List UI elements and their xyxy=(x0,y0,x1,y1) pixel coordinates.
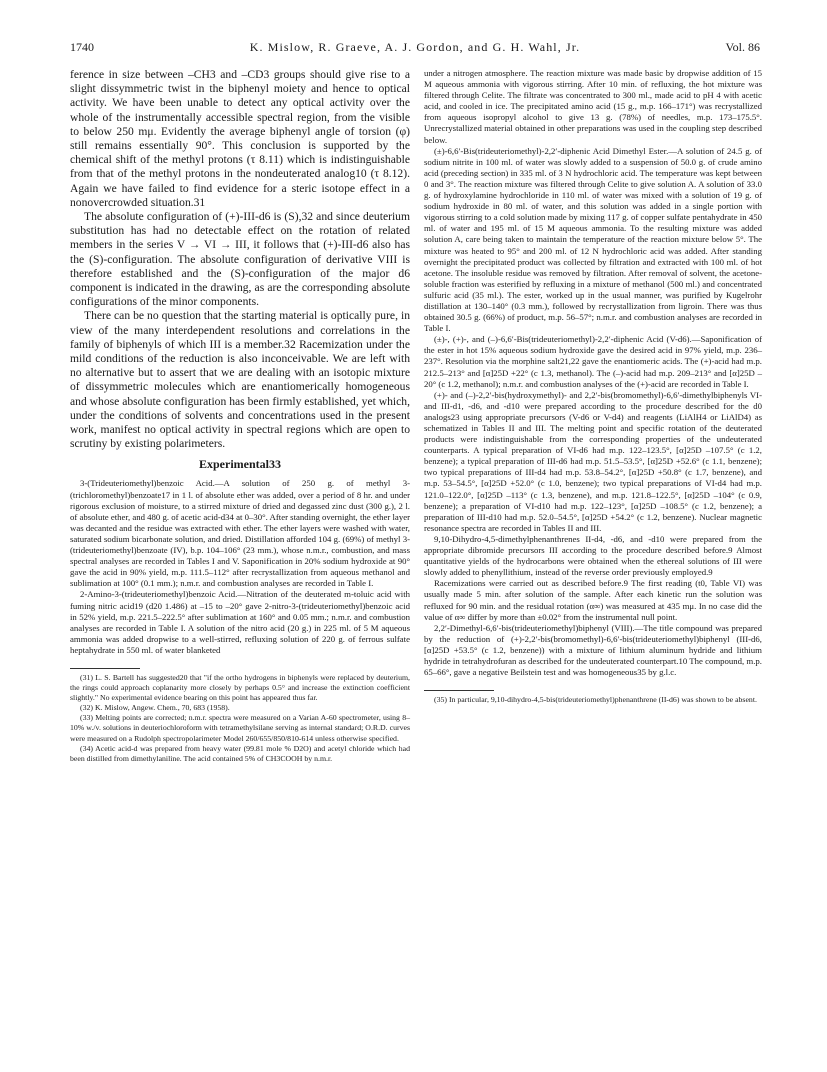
footnote: (34) Acetic acid-d was prepared from heavy water (99.81 mole % D2O) and acetyl chloride which had been distilled from dimethylaniline. The acid contained 5% of CH3COOH by n.m.r. xyxy=(70,743,410,763)
experimental-paragraph: under a nitrogen atmosphere. The reaction mixture was made basic by dropwise addition of 15 M aqueous ammonia with vigorous stirring. After 10 min. of refluxing, the hot mixture was filtered through Celite. The filtrate was concentrated to 300 ml., made acid to pH 4 with acetic acid, and cooled in ice. The precipitated amino acid (15 g., m.p. 166–171°) was recrystallized from aqueous isopropyl alcohol to give 13 g. (78%) of needles, m.p. 173–175.5°. Unrecrystallized material obtained in other preparations was used in the coupling step described below. xyxy=(424,68,762,145)
experimental-paragraph: 9,10-Dihydro-4,5-dimethylphenanthrenes II-d4, -d6, and -d10 were prepared from the appropriate dibromide precursors III according to the procedure described before.9 Almost quantitative yields of the hydrocarbons were obtained when the ethereal solutions of III were slowly added to phenyllithium, instead of the reverse order previously employed.9 xyxy=(424,533,762,578)
experimental-paragraph: 2,2′-Dimethyl-6,6′-bis(trideuteriomethyl)biphenyl (VIII).—The title compound was prepared by the reduction of (+)-2,2′-bis(bromomethyl)-6,6′-bis(trideuteriomethyl)biphenyl (III-d6, [α]25D +53.5° (c 1.2, benzene)) with a mixture of lithium aluminum hydride and lithium hydride in tetrahydrofuran as described for the undeuterated counterpart.10 The compound, m.p. 65–66°, gave a negative Beilstein test and was homogeneous35 by g.l.c. xyxy=(424,622,762,678)
footnote-divider xyxy=(70,668,140,669)
experimental-paragraph: 3-(Trideuteriomethyl)benzoic Acid.—A solution of 250 g. of methyl 3-(trichloromethyl)benzoate17 in 1 l. of absolute ether was added, over a period of 8 hr. and under rigorous exclusion of moisture, to a stirred mixture of dried and degassed zinc dust (300 g.), 2 l. of absolute ether, and 480 g. of acetic acid-d34 at 0–30°. After standing overnight, the ether layer was decanted and the residue was extracted with ether. The ether layers were washed with water, saturated sodium bicarbonate solution, and dried. Distillation afforded 104 g. (69%) of methyl 3-(trideuteriomethyl)benzoate (IV), b.p. 104–106° (23 mm.), whose n.m.r., combustion, and mass spectral analyses are recorded in Tables I and V. Saponification in 20% sodium hydroxide at 90° gave the acid in 90% yield, m.p. 111.5–112° after recrystallization from aqueous methanol and sublimation at 100° (0.1 mm.); n.m.r. and combustion analyses are recorded in Table I. xyxy=(70,478,410,589)
footnote: (31) L. S. Bartell has suggested20 that "if the ortho hydrogens in biphenyls were replaced by deuterium, the rings could approach coplanarity more closely by perhaps 0.5° and increase the extinction coefficient slightly." No experimental evidence bearing on this point has appeared thus far. xyxy=(70,672,410,703)
body-paragraph: There can be no question that the starting material is optically pure, in view of the many interdependent resolutions and correlations in the family of biphenyls of which III is a member.32 Racemization under the mild conditions of the reduction is also inconceivable. We are left with no alternative but to assert that we are dealing with an isotopic mixture of dissymmetric molecules which are enantiomerically homogeneous and whose absolute configuration has been firmly established, yet which, under the conditions of solvents and concentrations used in the present work, manifest no optical activity in spectral regions which are open to scrutiny by existing polarimeters. xyxy=(70,309,410,451)
right-column xyxy=(424,68,762,705)
footnote-divider xyxy=(424,690,494,691)
footnote: (33) Melting points are corrected; n.m.r. spectra were measured on a Varian A-60 spectrometer, using 8–10% w./v. solutions in deuteriochloroform with tetramethylsilane serving as internal standard; O.R.D. curves were measured on a Rudolph spectropolarimeter Model 260/655/850/810-614 unless otherwise specified. xyxy=(70,713,410,743)
body-paragraph: The absolute configuration of (+)-III-d6 is (S),32 and since deuterium substitution has had no detectable effect on the rotation of related members in the series V → VI → III, it follows that (+)-III-d6 also has the (S)-configuration. The absolute configuration of derivative VIII is therefore established and the (S)-configuration of the major d6 component is indicated in the drawing, as are the corresponding absolute configurations of the minor components. xyxy=(70,210,410,309)
running-head-authors: K. Mislow, R. Graeve, A. J. Gordon, and G. H. Wahl, Jr. xyxy=(249,40,581,54)
page-header xyxy=(70,40,760,58)
footnote: (32) K. Mislow, Angew. Chem., 70, 683 (1958). xyxy=(80,703,230,713)
footnote: (35) In particular, 9,10-dihydro-4,5-bis(trideuteriomethyl)phenanthrene (II-d6) was shown to be absent. xyxy=(434,695,757,705)
page-number: 1740 xyxy=(70,40,94,54)
experimental-paragraph: (±)-6,6′-Bis(trideuteriomethyl)-2,2′-diphenic Acid Dimethyl Ester.—A solution of 24.5 g. of sodium nitrite in 100 ml. of water was slowly added to a suspension of 50.0 g. of crude amino acid (preceding section) in 335 ml. of 3 N hydrochloric acid. The temperature was kept between 0 and 3°. The reaction mixture was filtered through Celite to give solution A. A solution of 33.0 g. of hydroxylamine hydrochloride in 110 ml. of water was mixed with a solution of 19 g. of sodium hydroxide in 80 ml. of water, and this solution was added in a single portion with vigorous stirring to a cold solution made by mixing 117 g. of copper sulfate pentahydrate in 450 ml. of water and 195 ml. of 15 M aqueous ammonia. To the resulting mixture was added solution A, care being taken to maintain the temperature of the reaction mixture below 5°. The mixture was heated to 95° and 200 ml. of 12 N hydrochloric acid was added. After standing overnight the precipitated product was collected by filtration and extracted with 100 ml. of hot acetone. The insoluble residue was removed by filtration. After removal of solvent, the acetone-soluble fraction was esterified by refluxing in a mixture of methanol (500 ml.) and concentrated sulfuric acid (35 ml.). The ester, worked up in the usual manner, was purified by Kugelrohr distillation at 130–140° (0.3 mm.), followed by recrystallization from ligroin. There was thus obtained 30.5 g. (66%) of product, m.p. 56–57°; n.m.r. and combustion analyses are recorded in Table I. xyxy=(424,145,762,334)
volume-label: Vol. 86 xyxy=(725,40,760,54)
left-column xyxy=(70,68,410,764)
body-paragraph: ference in size between –CH3 and –CD3 groups should give rise to a slight dissymmetric twist in the biphenyl moiety and hence to optical activity. We have been unable to detect any optical activity over the whole of the instrumentally accessible spectral region, from the visible to below 250 mμ. Evidently the average biphenyl angle of torsion (φ) still remains essentially 90°. This conclusion is supported by the chemical shift of the methyl protons (τ 8.11) which is indistinguishable from that of the methyl protons in the nondeuterated analog10 (τ 8.12). Again we have failed to find evidence for a steric isotope effect in a nonovercrowded situation.31 xyxy=(70,68,410,209)
experimental-paragraph: 2-Amino-3-(trideuteriomethyl)benzoic Acid.—Nitration of the deuterated m-toluic acid with fuming nitric acid19 (d20 1.486) at –15 to –20° gave 2-nitro-3-(trideuteriomethyl)benzoic acid in 52% yield, m.p. 221.5–222.5° after sublimation at 160° and 0.05 mm.; n.m.r. and combustion analyses are recorded in Table I. A solution of the nitro acid (20 g.) in 225 ml. of 5 M aqueous ammonia was added dropwise to a well-stirred, refluxing solution of 220 g. of ferrous sulfate heptahydrate in 550 ml. of water blanketed xyxy=(70,589,410,655)
experimental-paragraph: (±)-, (+)-, and (–)-6,6′-Bis(trideuteriomethyl)-2,2′-diphenic Acid (V-d6).—Saponification of the ester in hot 15% aqueous sodium hydroxide gave the desired acid in 97% yield, m.p. 236–237°. Resolution via the morphine salt21,22 gave the enantiomeric acids. The (+)-acid had m.p. 212.5–213° and [α]25D +22° (c 1.3, methanol). The (–)-acid had m.p. 209–213° and [α]25D –20° (c 1.2, methanol); n.m.r. and combustion analyses of the (+)-acid are recorded in Table I. xyxy=(424,334,762,389)
experimental-heading: Experimental33 xyxy=(199,457,281,472)
experimental-paragraph: Racemizations were carried out as described before.9 The first reading (t0, Table VI) was usually made 5 min. after solution of the sample. After each kinetic run the solution was refluxed for 90 min. and the residual rotation (α∞) was measured at 435 mμ. In no case did the value of α∞ differ by more than ±0.02° from the instrumental null point. xyxy=(424,578,762,622)
experimental-paragraph: (+)- and (–)-2,2′-bis(hydroxymethyl)- and 2,2′-bis(bromomethyl)-6,6′-dimethylbiphenyls VI- and III-d1, -d6, and -d10 were prepared according to the procedure described for the d0 analogs23 using appropriate precursors (V-d6 or V-d4) and reagents (LiAlH4 or LiAlD4) as schematized in Tables II and III. The melting point and specific rotation of the deuterated products were indistinguishable from the corresponding properties of the undeuterated counterparts. A typical preparation of VI-d6 had m.p. 122–123.5°, [α]25D –107.5° (c 1.2, benzene); a typical preparation of III-d6 had m.p. 51.5–53.5°, [α]25D +52.6° (c 1.1, benzene); two typical preparations of III-d4 had m.p. 53.8–54.2°, [α]25D +50.8° (c 1.7, benzene), and m.p. 53–54.5°, [α]25D +52.0° (c 1.0, benzene); two typical preparations of VI-d4 had m.p. 121.0–122.0°, [α]25D –113° (c 1.3, benzene), and m.p. 121.8–122.5°, [α]25D –104° (c 0.9, benzene); a preparation of VI-d10 had m.p. 122–123°, [α]25D –108.5° (c 1.2, benzene); a preparation of III-d10 had m.p. 52.0–54.5°, [α]25D +54.2° (c 1.2, benzene). Nuclear magnetic resonance spectra are recorded in Tables II and III. xyxy=(424,389,762,533)
